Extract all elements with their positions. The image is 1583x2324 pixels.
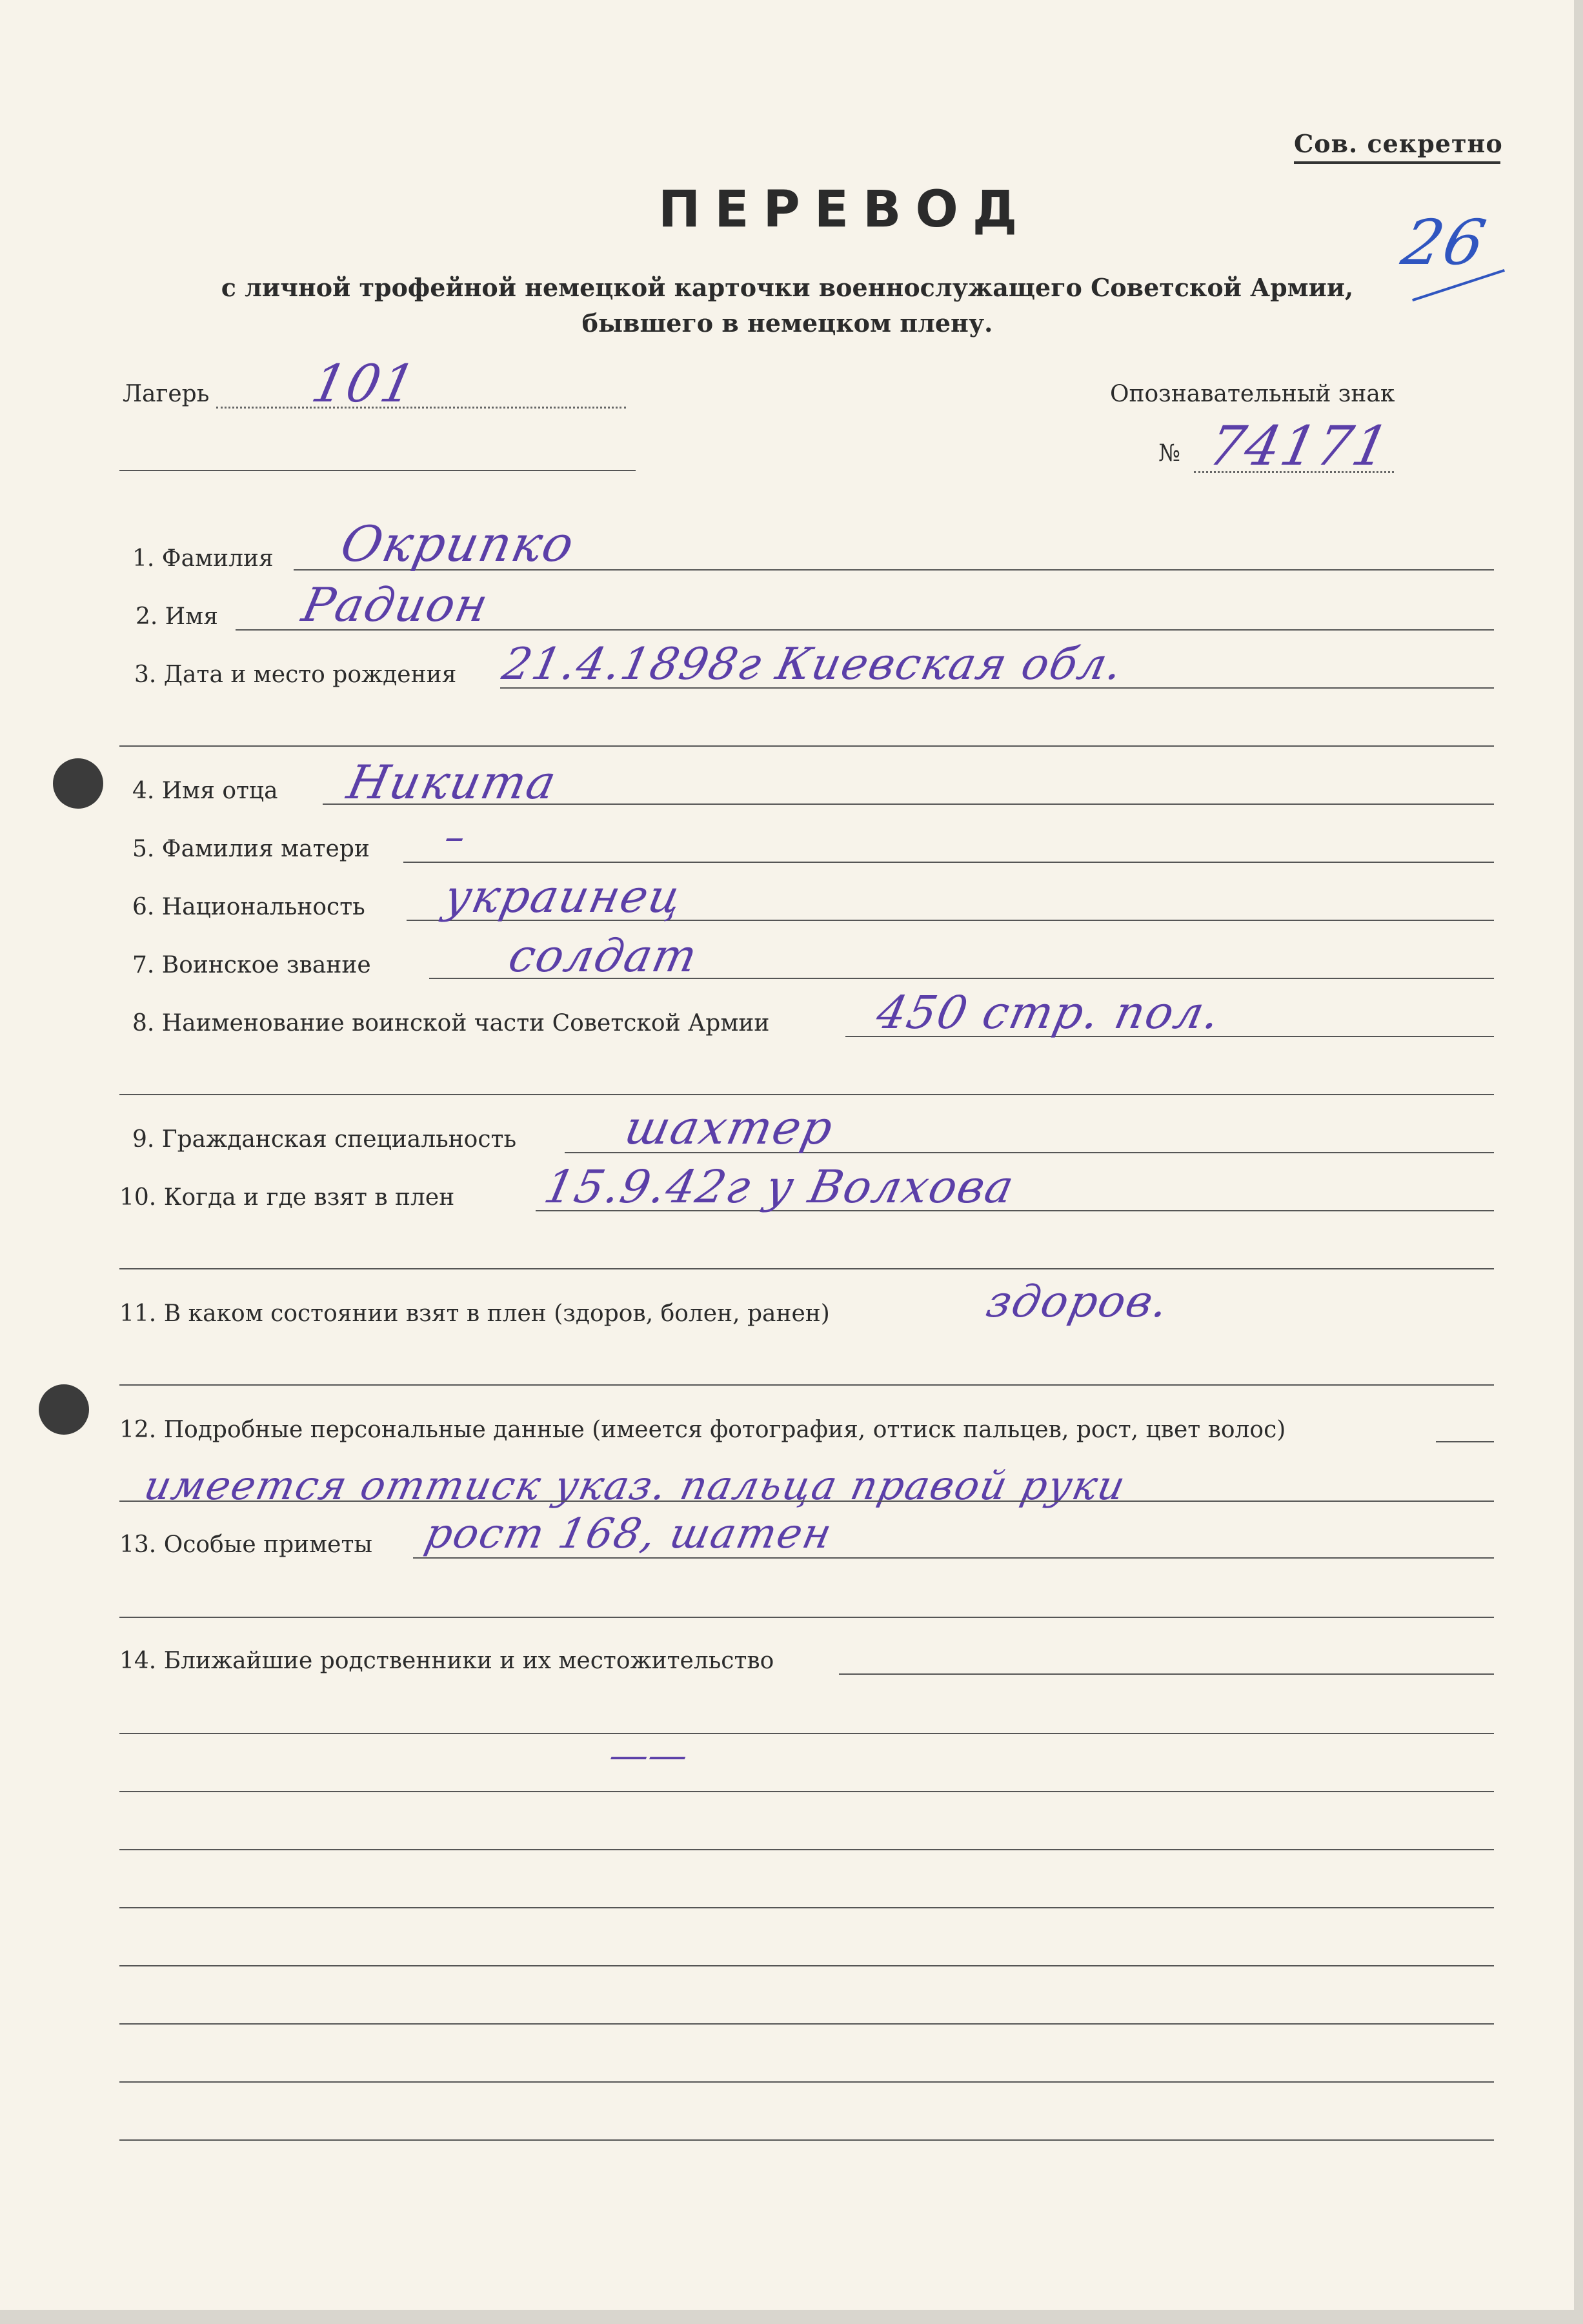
field-12-extra-line xyxy=(119,1500,1494,1502)
field-3-value: 21.4.1898г Киевская обл. xyxy=(498,639,1128,690)
field-9-value: шахтер xyxy=(620,1100,839,1155)
field-3-label: 3. Дата и место рождения xyxy=(134,662,457,688)
subtitle-line-2: бывшего в немецком плену. xyxy=(581,308,993,338)
field-4-value: Никита xyxy=(343,755,562,809)
field-10-extra-line xyxy=(119,1268,1494,1269)
field-14-value: —— xyxy=(605,1733,692,1778)
field-9-label: 9. Гражданская специальность xyxy=(132,1126,517,1153)
document-subtitle xyxy=(207,270,1368,341)
field-14-extra-line-7 xyxy=(119,2081,1494,2083)
field-14-extra-line-8 xyxy=(119,2139,1494,2141)
camp-extra-line xyxy=(119,470,636,471)
camp-label: Лагерь xyxy=(123,381,210,407)
field-14-extra-line-4 xyxy=(119,1907,1494,1908)
field-5-line xyxy=(403,862,1494,863)
field-12-label: 12. Подробные персональные данные (имеется фотография, оттиск пальцев, рост, цвет волос) xyxy=(119,1417,1286,1443)
document-title: ПЕРЕВОД xyxy=(658,181,1032,239)
field-13-extra-line xyxy=(119,1617,1494,1618)
field-5-value: – xyxy=(440,814,471,860)
punch-hole-top xyxy=(53,758,103,809)
field-6-label: 6. Национальность xyxy=(132,894,365,920)
field-13-value: рост 168, шатен xyxy=(421,1510,837,1558)
field-10-value: 15.9.42г у Волхова xyxy=(539,1160,1020,1213)
field-8-extra-line xyxy=(119,1094,1494,1095)
id-mark-value: 74171 xyxy=(1203,414,1396,478)
punch-hole-bottom xyxy=(39,1384,89,1435)
field-11-value: здоров. xyxy=(982,1277,1175,1328)
field-12-line xyxy=(1436,1441,1494,1442)
field-14-label: 14. Ближайшие родственники и их местожительство xyxy=(119,1648,774,1674)
field-14-line xyxy=(839,1673,1494,1675)
field-14-extra-line-1 xyxy=(119,1733,1494,1734)
field-7-label: 7. Воинское звание xyxy=(132,952,371,978)
classification-underline xyxy=(1294,161,1500,164)
field-1-label: 1. Фамилия xyxy=(132,545,274,572)
field-3-extra-line xyxy=(119,745,1494,747)
camp-dotted-line xyxy=(216,407,626,409)
field-1-value: Окрипко xyxy=(336,515,580,572)
field-10-label: 10. Когда и где взят в плен xyxy=(119,1184,455,1211)
field-4-label: 4. Имя отца xyxy=(132,778,278,804)
field-14-extra-line-6 xyxy=(119,2023,1494,2025)
page-edge-right xyxy=(1574,0,1583,2324)
field-2-label: 2. Имя xyxy=(136,603,218,630)
field-13-label: 13. Особые приметы xyxy=(119,1531,373,1558)
field-5-label: 5. Фамилия матери xyxy=(132,836,370,862)
page-edge-bottom xyxy=(0,2310,1583,2324)
field-14-extra-line-2 xyxy=(119,1791,1494,1792)
subtitle-line-1: с личной трофейной немецкой карточки военнослужащего Советской Армии, xyxy=(221,273,1354,302)
id-mark-label: Опознавательный знак xyxy=(1110,381,1395,407)
camp-value: 101 xyxy=(307,354,422,414)
id-mark-number-label: № xyxy=(1158,440,1181,467)
field-2-value: Радион xyxy=(297,578,494,632)
field-14-extra-line-5 xyxy=(119,1965,1494,1966)
field-11-extra-line xyxy=(119,1384,1494,1386)
field-8-value: 450 стр. пол. xyxy=(872,986,1226,1039)
classification-label: Сов. секретно xyxy=(1294,129,1503,158)
field-7-value: солдат xyxy=(504,929,703,982)
field-11-label: 11. В каком состоянии взят в плен (здоров, болен, ранен) xyxy=(119,1300,830,1327)
field-6-value: украинец xyxy=(439,870,688,923)
field-8-label: 8. Наименование воинской части Советской Армии xyxy=(132,1010,770,1036)
field-12-value: имеется оттиск указ. пальца правой руки xyxy=(140,1462,1131,1509)
field-14-extra-line-3 xyxy=(119,1849,1494,1850)
corner-handwritten-number: 26 xyxy=(1396,207,1493,279)
